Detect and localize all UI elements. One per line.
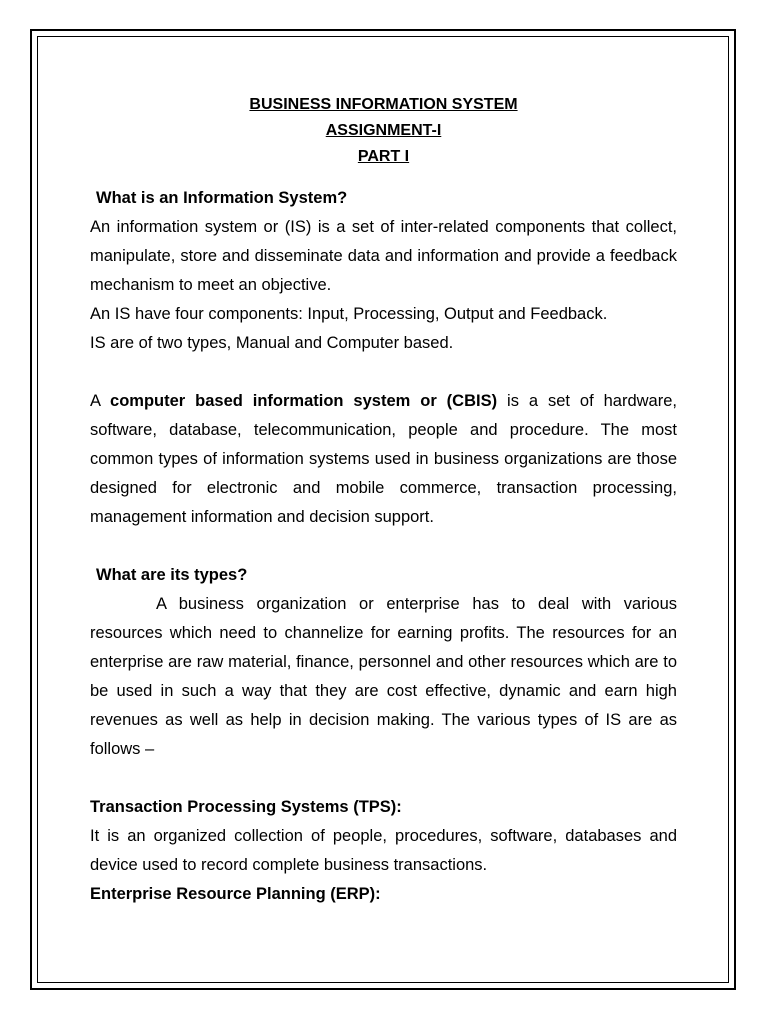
spacer [90,532,677,561]
question-what-is-is: What is an Information System? [96,189,348,207]
spacer [90,358,677,387]
is-components-paragraph: An IS have four components: Input, Processing, Output and Feedback. [90,305,608,323]
spacer [90,764,677,793]
cbis-term: computer based information system or (CBIS) [110,392,498,410]
types-paragraph: A business organization or enterprise has to deal with various resources which need to channelize for earning profits. The resources for an enterprise are raw material, finance, personnel and other resources which are to be used in such a way that they are cost effective, dynamic and earn high revenues as well as help in decision making. The various types of IS are as follows – [90,595,677,758]
cbis-rest: is a set of hardware, software, database, telecommunication, people and procedure. The most common types of information systems used in business organizations are those designed for electronic and mobile commerce, transaction processing, management information and decision support. [90,392,677,526]
erp-heading: Enterprise Resource Planning (ERP): [90,885,381,903]
is-definition-paragraph: An information system or (IS) is a set of inter-related components that collect, manipulate, store and disseminate data and information and provide a feedback mechanism to meet an objective. [90,218,677,294]
assignment-label: ASSIGNMENT-I [325,122,442,139]
question-types: What are its types? [96,566,248,584]
tps-heading: Transaction Processing Systems (TPS): [90,798,402,816]
title-block [90,92,677,170]
tps-paragraph: It is an organized collection of people, procedures, software, databases and device used to record complete business transactions. [90,827,677,874]
part-label: PART I [357,148,410,165]
cbis-lead: A [90,392,111,410]
document-body [90,92,677,909]
document-title: BUSINESS INFORMATION SYSTEM [249,96,518,113]
is-types-paragraph: IS are of two types, Manual and Computer based. [90,334,454,352]
cbis-paragraph [90,387,677,532]
